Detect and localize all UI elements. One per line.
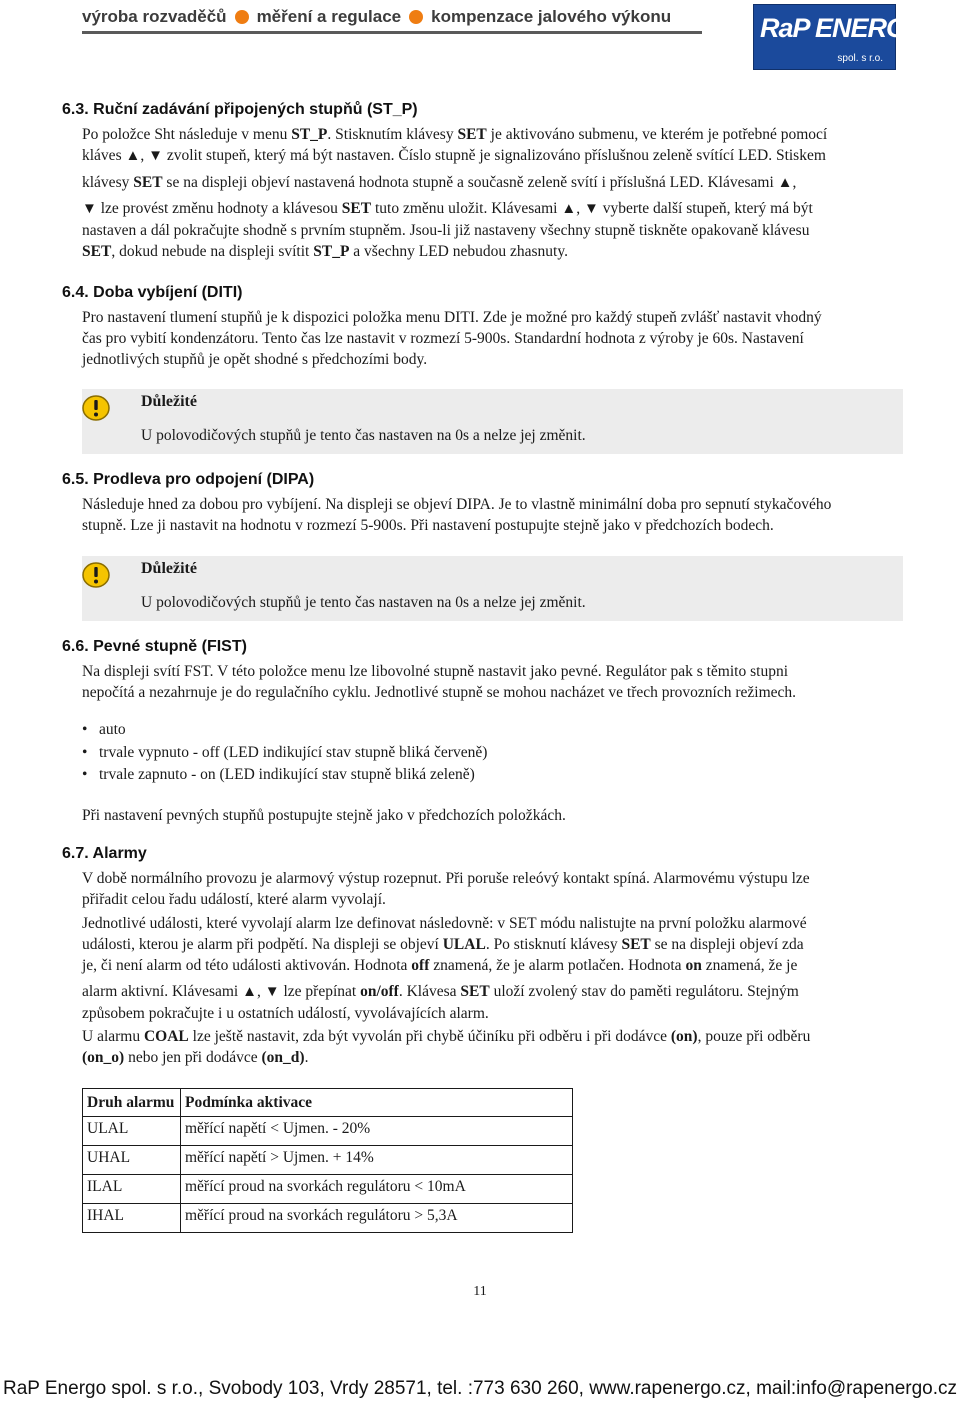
table-row xyxy=(83,1146,573,1175)
text-line: klávesy SET se na displeji objeví nastavená hodnota stupně a současně zeleně svítí i příslušná LED. Klávesami ▲, xyxy=(82,174,797,191)
section-heading-6-4: 6.4. Doba vybíjení (DITI) xyxy=(62,284,243,301)
orange-dot-icon xyxy=(235,10,249,24)
section-6-6-closing: Při nastavení pevných stupňů postupujte stejně jako v předchozích položkách. xyxy=(82,807,566,824)
orange-dot-icon xyxy=(409,10,423,24)
alarm-condition: měřící napětí > Ujmen. + 14% xyxy=(181,1146,573,1175)
text-line: kláves ▲, ▼ zvolit stupeň, který má být nastaven. Číslo stupně je signalizováno příslušnou zeleně svítící LED. Stiskem xyxy=(82,147,826,164)
text-line: čas pro vybití kondenzátoru. Tento čas lze nastavit v rozmezí 5-900s. Standardní hodnota z výroby je 60s. Nastavení xyxy=(82,330,804,347)
section-6-5-text xyxy=(82,494,900,536)
column-header: Podmínka aktivace xyxy=(181,1089,573,1117)
table-header-row xyxy=(83,1089,573,1117)
column-header: Druh alarmu xyxy=(83,1089,181,1117)
section-heading-6-7: 6.7. Alarmy xyxy=(62,845,147,862)
alarm-code: ULAL xyxy=(83,1117,181,1146)
warning-icon xyxy=(82,395,110,421)
text-line: Na displeji svítí FST. V této položce menu lze libovolné stupně nastavit jako pevné. Regulátor pak s těmito stupni xyxy=(82,663,788,680)
arrow-down-icon: ▼ xyxy=(82,201,97,217)
list-item: • trvale zapnuto - on (LED indikující stav stupně bliká zeleně) xyxy=(82,766,475,783)
company-logo xyxy=(753,4,927,70)
note-title: Důležité xyxy=(141,560,197,577)
text-line: SET, dokud nebude na displeji svítit ST_P a všechny LED nebudou zhasnuty. xyxy=(82,243,568,260)
list-item: • auto xyxy=(82,721,126,738)
arrow-down-icon: ▼ xyxy=(148,148,163,164)
arrow-up-icon: ▲ xyxy=(242,984,257,1000)
section-heading-6-6: 6.6. Pevné stupně (FIST) xyxy=(62,638,247,655)
text-line: U alarmu COAL lze ještě nastavit, zda být vyvolán při chybě účiníku při odběru i při dodávce (on), pouze při odběru xyxy=(82,1028,811,1045)
section-6-7-para-3 xyxy=(82,1026,900,1068)
alarm-code: UHAL xyxy=(83,1146,181,1175)
section-6-7-para-1 xyxy=(82,868,900,910)
banner-item: měření a regulace xyxy=(256,7,402,26)
text-line: Následuje hned za dobou pro vybíjení. Na displeji se objeví DIPA. Je to vlastně minimální doba pro sepnutí stykačového xyxy=(82,496,832,513)
text-line: V době normálního provozu je alarmový výstup rozepnut. Při poruše releóvý kontakt spíná. Alarmovému výstupu lze xyxy=(82,870,810,887)
text-line: je, či není alarm od této události aktivován. Hodnota off znamená, že je alarm potlačen. Hodnota on znamená, že je xyxy=(82,957,798,974)
section-heading-6-5: 6.5. Prodleva pro odpojení (DIPA) xyxy=(62,471,315,488)
table-row xyxy=(83,1204,573,1233)
text-line: jednotlivých stupňů je opět shodné s předchozími body. xyxy=(82,351,428,368)
header-rule xyxy=(82,31,702,34)
text-line: nastaven a dál pokračujte shodně s prvním stupněm. Jsou-li již nastaveny všechny stupně tiskněte opakovaně klávesu xyxy=(82,222,810,239)
note-text: U polovodičových stupňů je tento čas nastaven na 0s a nelze jej změnit. xyxy=(141,427,586,444)
text-line: Po položce Sht následuje v menu ST_P. Stisknutím klávesy SET je aktivováno submenu, ve kterém je potřebné pomocí xyxy=(82,126,828,143)
text-line: ▼ lze provést změnu hodnoty a klávesou SET tuto změnu uložit. Klávesami ▲, ▼ vyberte další stupeň, který má být xyxy=(82,200,813,217)
text-line: Jednotlivé události, které vyvolají alarm lze definovat následovně: v SET módu nalistujte na první položku alarmové xyxy=(82,915,807,932)
important-note xyxy=(82,556,903,621)
text-line: nepočítá a nezahrnuje je do regulačního cyklu. Jednotlivé stupně se mohou nacházet ve třech provozních režimech. xyxy=(82,684,797,701)
table-row xyxy=(83,1175,573,1204)
alarm-condition: měřící proud na svorkách regulátoru > 5,3A xyxy=(181,1204,573,1233)
alarm-code: ILAL xyxy=(83,1175,181,1204)
warning-icon xyxy=(82,562,110,588)
logo-subtext: spol. s r.o. xyxy=(837,53,883,64)
alarm-table xyxy=(82,1088,573,1233)
section-6-6-text xyxy=(82,661,900,703)
page-number: 11 xyxy=(473,1284,487,1299)
note-title: Důležité xyxy=(141,393,197,410)
banner-item: kompenzace jalového výkonu xyxy=(431,7,672,26)
arrow-up-icon: ▲ xyxy=(777,175,793,191)
text-line: (on_o) nebo jen při dodávce (on_d). xyxy=(82,1049,309,1066)
banner-item: výroba rozvaděčů xyxy=(82,7,227,26)
text-line: alarm aktivní. Klávesami ▲, ▼ lze přepínat on/off. Klávesa SET uloží zvolený stav do paměti regulátoru. Stejným xyxy=(82,983,799,1000)
note-text: U polovodičových stupňů je tento čas nastaven na 0s a nelze jej změnit. xyxy=(141,594,586,611)
section-6-7-para-2 xyxy=(82,913,900,1024)
arrow-down-icon: ▼ xyxy=(264,984,280,1000)
section-heading-6-3: 6.3. Ruční zadávání připojených stupňů (ST_P) xyxy=(62,101,418,118)
text-line: Pro nastavení tlumení stupňů je k dispozici položka menu DITI. Zde je možné pro každý stupeň zvlášť nastavit vhodný xyxy=(82,309,822,326)
text-line: stupně. Lze ji nastavit na hodnotu v rozmezí 5-900s. Při nastavení postupujte stejně jako v předchozích bodech. xyxy=(82,517,774,534)
logo-text: RaP ENERGO xyxy=(760,13,927,43)
alarm-condition: měřící proud na svorkách regulátoru < 10mA xyxy=(181,1175,573,1204)
alarm-condition: měřící napětí < Ujmen. - 20% xyxy=(181,1117,573,1146)
arrow-down-icon: ▼ xyxy=(583,201,599,217)
text-line: události, kterou je alarm při podpětí. Na displeji se objeví ULAL. Po stisknutí klávesy SET se na displeji objeví zda xyxy=(82,936,804,953)
text-line: přiřadit celou řadu událostí, které alarm vyvolají. xyxy=(82,891,386,908)
section-6-3-text xyxy=(82,124,900,262)
section-6-4-text xyxy=(82,307,900,370)
arrow-up-icon: ▲ xyxy=(125,148,141,164)
arrow-up-icon: ▲ xyxy=(561,201,577,217)
table-row xyxy=(83,1117,573,1146)
list-item: • trvale vypnuto - off (LED indikující stav stupně bliká červeně) xyxy=(82,743,488,761)
header-banner xyxy=(82,4,702,30)
text-line: způsobem pokračujte i u ostatních událostí, vyvolávajících alarm. xyxy=(82,1005,489,1022)
alarm-code: IHAL xyxy=(83,1204,181,1233)
important-note xyxy=(82,389,903,454)
page-footer: RaP Energo spol. s r.o., Svobody 103, Vrdy 28571, tel. :773 630 260, www.rapenergo.cz, mail:info@rapenergo.cz xyxy=(2,1378,958,1399)
mode-list xyxy=(82,721,487,789)
